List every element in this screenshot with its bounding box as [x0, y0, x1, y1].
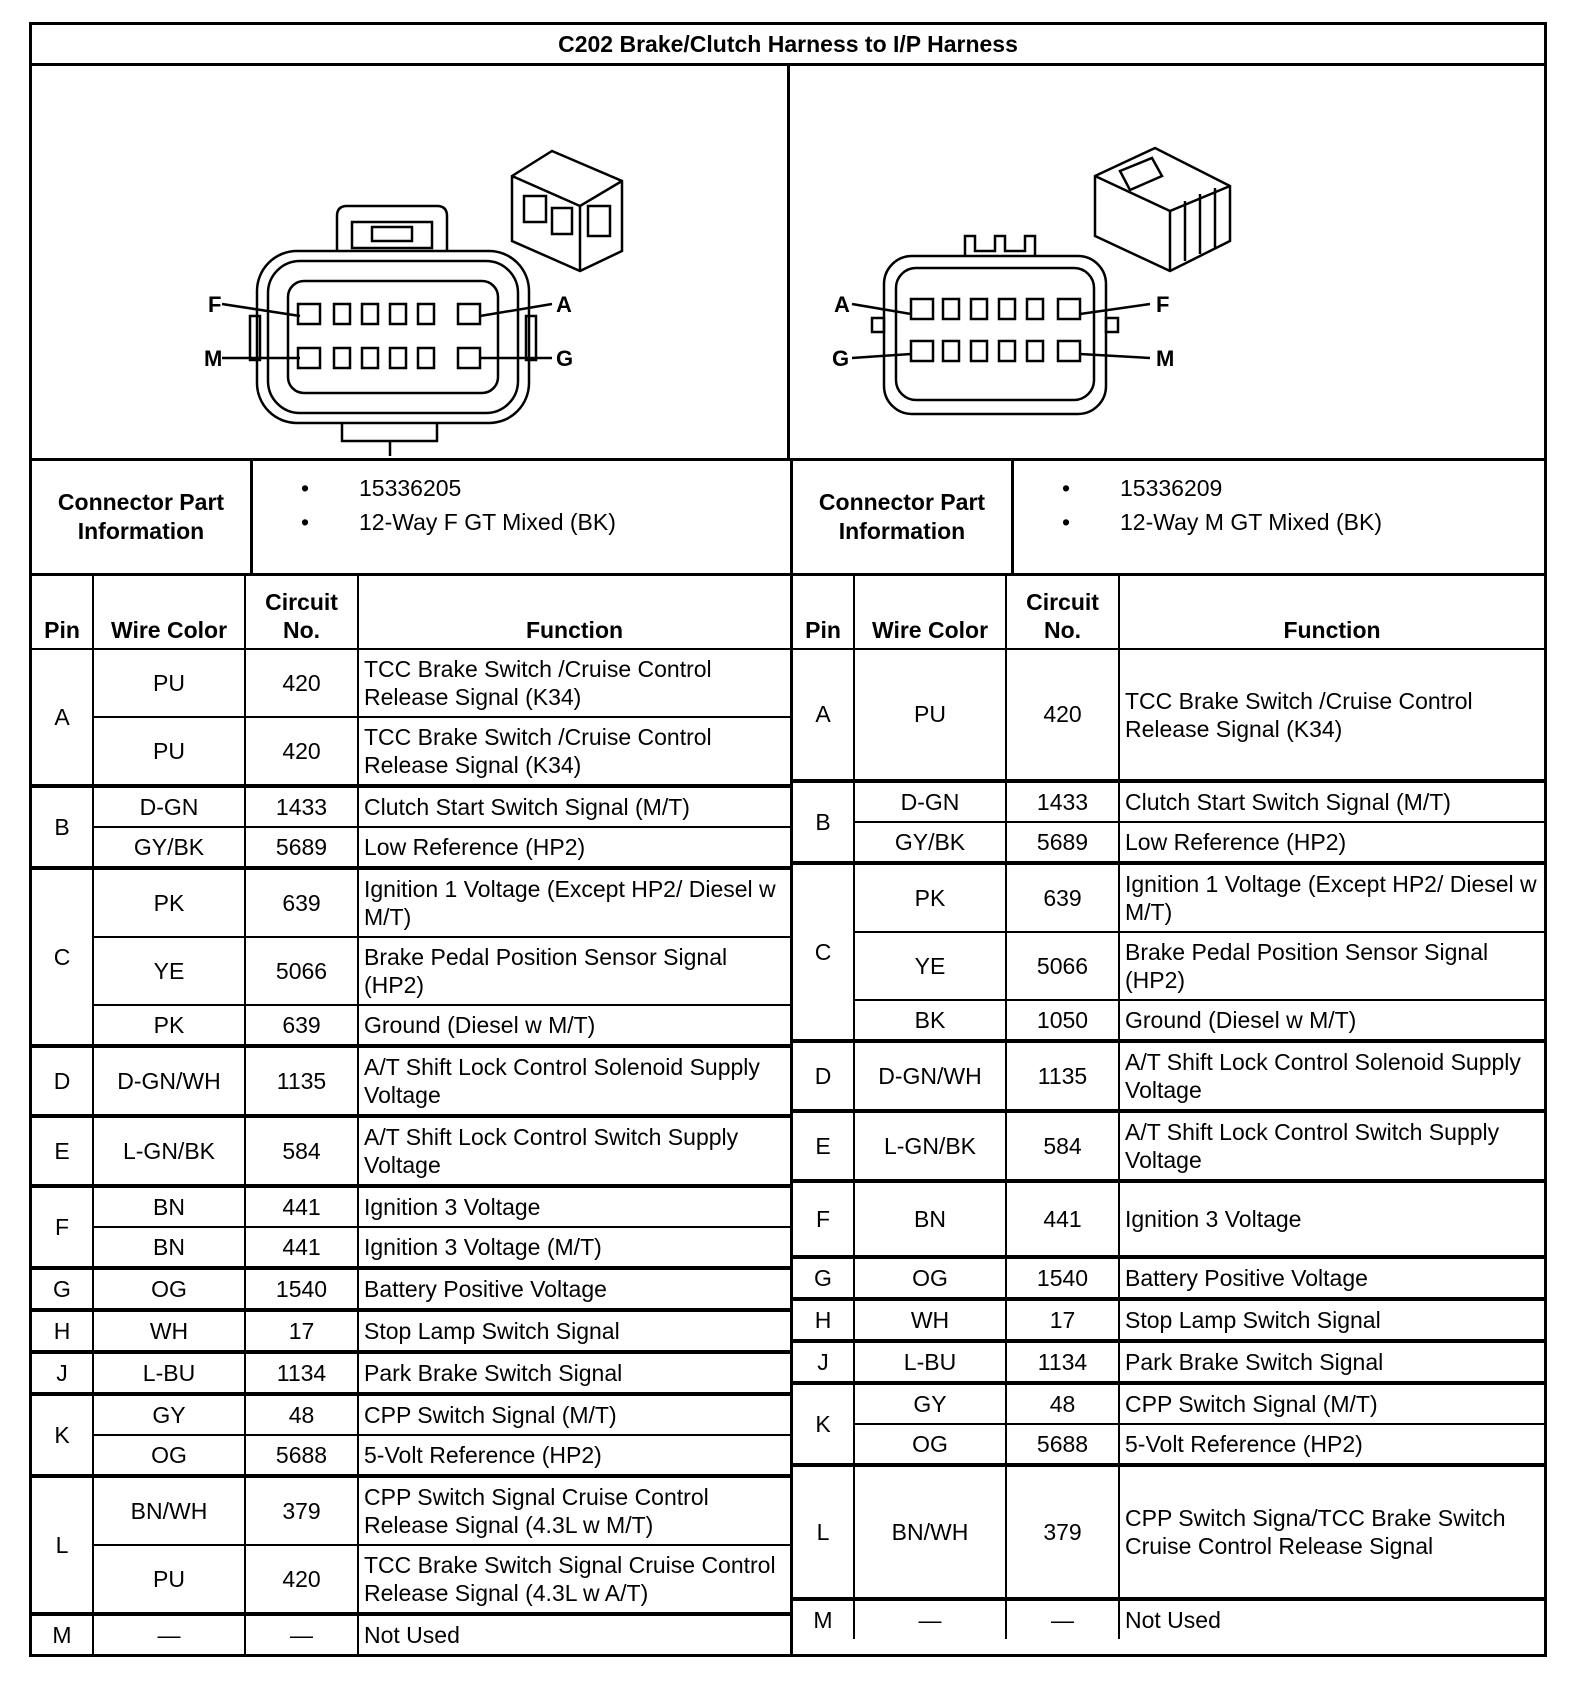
function-cell: CPP Switch Signa/TCC Brake Switch Cruise Control Release Signal	[1119, 1465, 1544, 1599]
circuit-cell: 5688	[1006, 1424, 1119, 1465]
pin-label-a: A	[556, 292, 572, 317]
table-row	[32, 1614, 790, 1654]
function-cell: Ground (Diesel w M/T)	[358, 1005, 790, 1046]
pin-cell: A	[793, 649, 854, 781]
wire-color-cell: L-GN/BK	[854, 1111, 1006, 1181]
wire-color-cell: PK	[93, 868, 245, 937]
circuit-cell: 420	[245, 717, 358, 786]
function-cell: Ignition 1 Voltage (Except HP2/ Diesel w M/T)	[1119, 863, 1544, 932]
circuit-cell: 441	[1006, 1181, 1119, 1257]
function-cell: CPP Switch Signal (M/T)	[1119, 1383, 1544, 1424]
circuit-cell: 1135	[245, 1046, 358, 1116]
circuit-cell: 441	[245, 1227, 358, 1268]
table-row	[793, 1181, 1544, 1257]
table-row	[32, 1545, 790, 1614]
table-row	[32, 827, 790, 868]
circuit-cell: 420	[1006, 649, 1119, 781]
function-cell: Not Used	[1119, 1599, 1544, 1639]
function-cell: TCC Brake Switch Signal Cruise Control Release Signal (4.3L w A/T)	[358, 1545, 790, 1614]
function-cell: TCC Brake Switch /Cruise Control Release Signal (K34)	[358, 649, 790, 717]
table-row	[32, 1046, 790, 1116]
function-cell: TCC Brake Switch /Cruise Control Release Signal (K34)	[1119, 649, 1544, 781]
table-row	[32, 717, 790, 786]
connector-title: C202 Brake/Clutch Harness to I/P Harness	[29, 22, 1547, 66]
connector-part-list	[253, 461, 790, 573]
circuit-cell: 1433	[1006, 781, 1119, 822]
table-row	[32, 1394, 790, 1435]
connector-part-info-label	[32, 461, 253, 573]
info-label-line-1: Connector Part	[818, 489, 986, 515]
wire-color-header: Wire Color	[93, 576, 245, 649]
function-cell: Brake Pedal Position Sensor Signal (HP2)	[1119, 932, 1544, 1000]
function-cell: CPP Switch Signal (M/T)	[358, 1394, 790, 1435]
table-row	[32, 1476, 790, 1545]
part-number: • 15336205	[301, 471, 790, 505]
circuit-cell: —	[245, 1614, 358, 1654]
pin-cell: J	[32, 1352, 93, 1394]
female-connector-drawing	[32, 66, 790, 458]
function-cell: 5-Volt Reference (HP2)	[358, 1435, 790, 1476]
wire-color-cell: YE	[93, 937, 245, 1005]
wire-color-cell: PU	[93, 1545, 245, 1614]
wire-color-cell: L-GN/BK	[93, 1116, 245, 1186]
wire-color-cell: BN/WH	[854, 1465, 1006, 1599]
table-row	[32, 1268, 790, 1310]
wire-color-cell: OG	[854, 1424, 1006, 1465]
table-row	[32, 786, 790, 827]
circuit-cell: 5066	[245, 937, 358, 1005]
circuit-cell: 379	[1006, 1465, 1119, 1599]
pin-header: Pin	[793, 576, 854, 649]
pin-cell: C	[32, 868, 93, 1046]
pin-label-m: M	[1155, 346, 1174, 371]
table-row	[793, 1465, 1544, 1599]
function-cell: Low Reference (HP2)	[1119, 822, 1544, 863]
wire-color-cell: BK	[854, 1000, 1006, 1041]
pin-label-f: F	[1155, 292, 1169, 317]
circuit-cell: 639	[245, 868, 358, 937]
circuit-cell: 1540	[245, 1268, 358, 1310]
function-cell: A/T Shift Lock Control Switch Supply Voltage	[1119, 1111, 1544, 1181]
function-cell: Ignition 3 Voltage	[358, 1186, 790, 1227]
circuit-cell: 1134	[1006, 1341, 1119, 1383]
male-connector-diagram	[787, 66, 1545, 458]
table-row	[32, 1227, 790, 1268]
circuit-cell: 420	[245, 649, 358, 717]
table-row	[32, 1116, 790, 1186]
connector-part-info	[793, 458, 1544, 576]
wire-color-cell: OG	[854, 1257, 1006, 1299]
circuit-cell: 5689	[1006, 822, 1119, 863]
circuit-cell: 5688	[245, 1435, 358, 1476]
wire-color-cell: YE	[854, 932, 1006, 1000]
wire-color-cell: WH	[854, 1299, 1006, 1341]
table-row	[32, 649, 790, 717]
circuit-cell: 1433	[245, 786, 358, 827]
table-row	[32, 1352, 790, 1394]
circuit-cell: 5689	[245, 827, 358, 868]
pin-cell: E	[793, 1111, 854, 1181]
function-cell: Park Brake Switch Signal	[358, 1352, 790, 1394]
wire-color-cell: PU	[93, 717, 245, 786]
circuit-cell: 48	[1006, 1383, 1119, 1424]
pin-cell: D	[32, 1046, 93, 1116]
circuit-cell: 441	[245, 1186, 358, 1227]
info-label-line-1: Connector Part	[57, 489, 225, 515]
circuit-cell: 5066	[1006, 932, 1119, 1000]
wire-color-cell: BN	[854, 1181, 1006, 1257]
table-row	[793, 1341, 1544, 1383]
table-row	[793, 1257, 1544, 1299]
function-cell: Park Brake Switch Signal	[1119, 1341, 1544, 1383]
connector-diagrams	[29, 66, 1547, 458]
function-cell: 5-Volt Reference (HP2)	[1119, 1424, 1544, 1465]
wire-color-cell: D-GN/WH	[93, 1046, 245, 1116]
wire-color-cell: GY/BK	[854, 822, 1006, 863]
circuit-cell: 584	[1006, 1111, 1119, 1181]
wire-color-header: Wire Color	[854, 576, 1006, 649]
circuit-header: Circuit No.	[1006, 576, 1119, 649]
wire-color-cell: GY	[854, 1383, 1006, 1424]
function-cell: Clutch Start Switch Signal (M/T)	[358, 786, 790, 827]
pin-cell: B	[793, 781, 854, 863]
pin-cell: G	[32, 1268, 93, 1310]
table-row	[32, 937, 790, 1005]
connector-part-list	[1014, 461, 1544, 573]
pin-label-g: G	[831, 346, 849, 371]
function-header: Function	[1119, 576, 1544, 649]
circuit-cell: 48	[245, 1394, 358, 1435]
pin-cell: E	[32, 1116, 93, 1186]
function-cell: Battery Positive Voltage	[358, 1268, 790, 1310]
wire-color-cell: BN	[93, 1227, 245, 1268]
circuit-cell: 379	[245, 1476, 358, 1545]
female-connector-diagram	[32, 66, 787, 458]
table-row	[32, 1005, 790, 1046]
male-connector-section	[790, 458, 1544, 1654]
wire-color-cell: D-GN/WH	[854, 1041, 1006, 1111]
pinout-table	[793, 576, 1544, 1639]
circuit-cell: 584	[245, 1116, 358, 1186]
pin-cell: M	[793, 1599, 854, 1639]
connector-part-info	[32, 458, 790, 576]
wire-color-cell: —	[93, 1614, 245, 1654]
function-cell: TCC Brake Switch /Cruise Control Release Signal (K34)	[358, 717, 790, 786]
pin-cell: G	[793, 1257, 854, 1299]
circuit-cell: 1135	[1006, 1041, 1119, 1111]
function-cell: Clutch Start Switch Signal (M/T)	[1119, 781, 1544, 822]
circuit-header: Circuit No.	[245, 576, 358, 649]
function-cell: Low Reference (HP2)	[358, 827, 790, 868]
function-cell: Battery Positive Voltage	[1119, 1257, 1544, 1299]
wire-color-cell: OG	[93, 1268, 245, 1310]
table-row	[793, 1424, 1544, 1465]
wire-color-cell: —	[854, 1599, 1006, 1639]
wire-color-cell: D-GN	[854, 781, 1006, 822]
circuit-cell: —	[1006, 1599, 1119, 1639]
pin-cell: D	[793, 1041, 854, 1111]
wire-color-cell: GY/BK	[93, 827, 245, 868]
circuit-cell: 1134	[245, 1352, 358, 1394]
function-cell: Ignition 3 Voltage (M/T)	[358, 1227, 790, 1268]
function-cell: Stop Lamp Switch Signal	[1119, 1299, 1544, 1341]
part-description: • 12-Way M GT Mixed (BK)	[1062, 505, 1544, 539]
function-cell: Ground (Diesel w M/T)	[1119, 1000, 1544, 1041]
table-row	[32, 1435, 790, 1476]
circuit-cell: 17	[1006, 1299, 1119, 1341]
circuit-cell: 639	[1006, 863, 1119, 932]
wire-color-cell: PU	[93, 649, 245, 717]
wire-color-cell: OG	[93, 1435, 245, 1476]
table-row	[793, 822, 1544, 863]
wire-color-cell: BN/WH	[93, 1476, 245, 1545]
wire-color-cell: PK	[93, 1005, 245, 1046]
table-row	[793, 1111, 1544, 1181]
connector-part-info-label	[793, 461, 1014, 573]
pin-label-g: G	[556, 346, 574, 371]
wire-color-cell: PU	[854, 649, 1006, 781]
function-cell: Ignition 1 Voltage (Except HP2/ Diesel w M/T)	[358, 868, 790, 937]
pin-cell: L	[32, 1476, 93, 1614]
female-connector-section	[32, 458, 790, 1654]
function-cell: CPP Switch Signal Cruise Control Release Signal (4.3L w M/T)	[358, 1476, 790, 1545]
table-row	[32, 1310, 790, 1352]
pin-label-f: F	[208, 292, 222, 317]
pin-cell: M	[32, 1614, 93, 1654]
pin-cell: L	[793, 1465, 854, 1599]
pin-cell: A	[32, 649, 93, 786]
pin-cell: H	[793, 1299, 854, 1341]
pin-cell: K	[32, 1394, 93, 1476]
pin-cell: H	[32, 1310, 93, 1352]
table-row	[793, 1041, 1544, 1111]
function-cell: A/T Shift Lock Control Switch Supply Voltage	[358, 1116, 790, 1186]
pin-label-m: M	[204, 346, 223, 371]
function-cell: Not Used	[358, 1614, 790, 1654]
table-row	[793, 1000, 1544, 1041]
pin-label-a: A	[833, 292, 850, 317]
function-cell: A/T Shift Lock Control Solenoid Supply Voltage	[1119, 1041, 1544, 1111]
table-row	[32, 868, 790, 937]
table-row	[793, 649, 1544, 781]
wire-color-cell: PK	[854, 863, 1006, 932]
table-row	[793, 932, 1544, 1000]
pinout-sheet	[29, 22, 1547, 1657]
circuit-cell: 1050	[1006, 1000, 1119, 1041]
function-cell: Brake Pedal Position Sensor Signal (HP2)	[358, 937, 790, 1005]
pin-cell: F	[793, 1181, 854, 1257]
wire-color-cell: L-BU	[93, 1352, 245, 1394]
wire-color-cell: D-GN	[93, 786, 245, 827]
wire-color-cell: WH	[93, 1310, 245, 1352]
part-number: • 15336209	[1062, 471, 1544, 505]
table-row	[793, 1383, 1544, 1424]
info-label-line-2: Information	[838, 518, 966, 544]
pin-cell: K	[793, 1383, 854, 1465]
info-label-line-2: Information	[77, 518, 205, 544]
pin-header: Pin	[32, 576, 93, 649]
circuit-cell: 420	[245, 1545, 358, 1614]
pin-cell: B	[32, 786, 93, 868]
wire-color-cell: L-BU	[854, 1341, 1006, 1383]
table-row	[793, 1599, 1544, 1639]
function-cell: A/T Shift Lock Control Solenoid Supply Voltage	[358, 1046, 790, 1116]
part-description: • 12-Way F GT Mixed (BK)	[301, 505, 790, 539]
table-row	[793, 781, 1544, 822]
pin-cell: F	[32, 1186, 93, 1268]
function-cell: Stop Lamp Switch Signal	[358, 1310, 790, 1352]
wire-color-cell: GY	[93, 1394, 245, 1435]
pin-cell: J	[793, 1341, 854, 1383]
table-row	[32, 1186, 790, 1227]
wire-color-cell: BN	[93, 1186, 245, 1227]
circuit-cell: 639	[245, 1005, 358, 1046]
table-row	[793, 1299, 1544, 1341]
pin-cell: C	[793, 863, 854, 1041]
function-cell: Ignition 3 Voltage	[1119, 1181, 1544, 1257]
circuit-cell: 17	[245, 1310, 358, 1352]
table-row	[793, 863, 1544, 932]
pinout-table	[32, 576, 790, 1654]
circuit-cell: 1540	[1006, 1257, 1119, 1299]
function-header: Function	[358, 576, 790, 649]
male-connector-drawing	[790, 66, 1550, 458]
pinout-tables	[29, 458, 1547, 1657]
